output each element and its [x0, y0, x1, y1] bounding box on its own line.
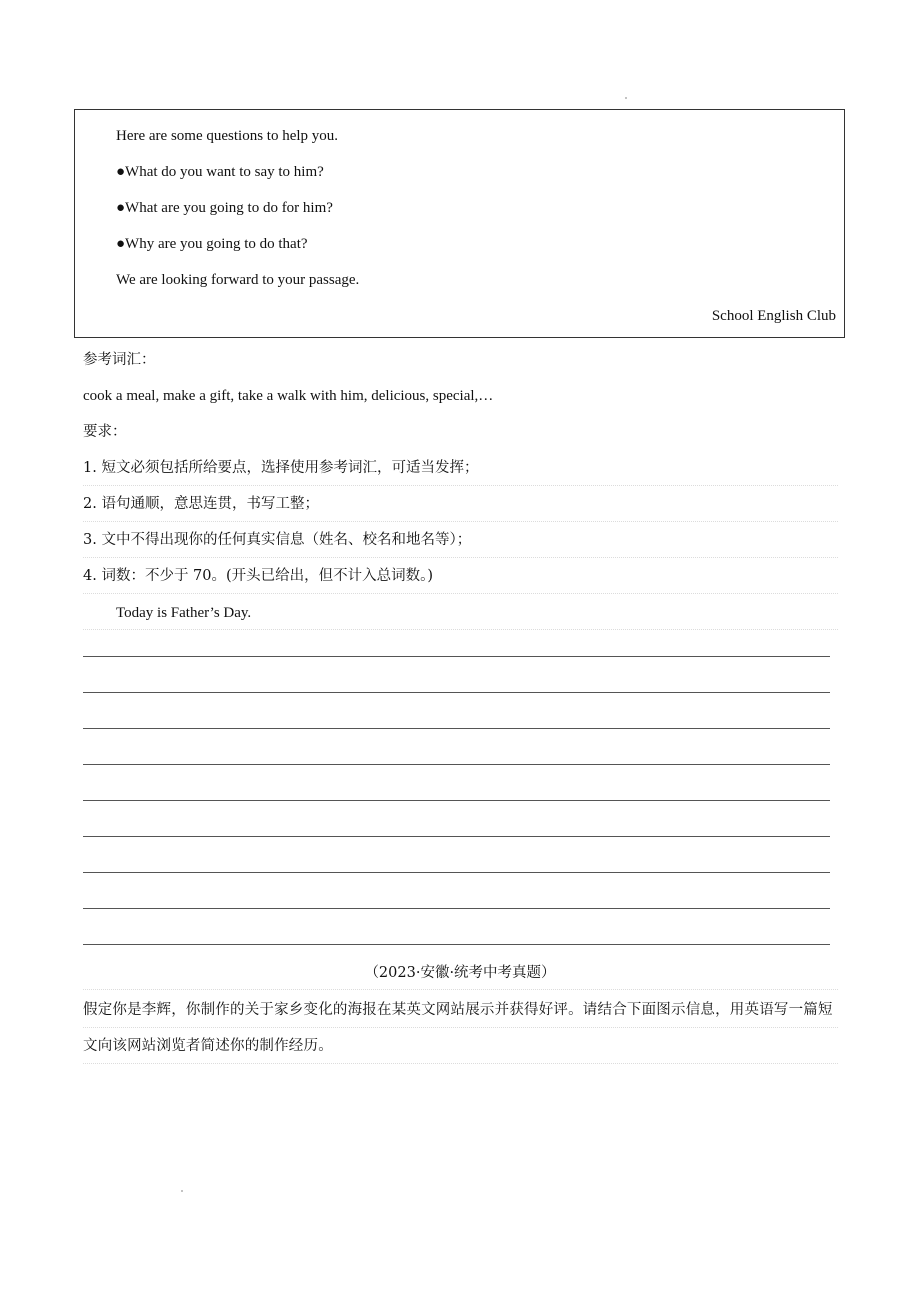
answer-line[interactable]	[83, 692, 830, 693]
question-source-text: （2023·安徽·统考中考真题）	[364, 965, 556, 981]
decorative-dot	[181, 1190, 183, 1192]
vocabulary-label: 参考词汇：	[83, 352, 156, 368]
notice-question: ●What do you want to say to him?	[116, 164, 324, 180]
notice-box	[74, 109, 845, 338]
requirement-item: 3. 文中不得出现你的任何真实信息（姓名、校名和地名等）；	[83, 532, 472, 548]
requirement-item: 2. 语句通顺，意思连贯，书写工整；	[83, 496, 319, 512]
dotted-rule	[83, 485, 838, 486]
notice-question: ●What are you going to do for him?	[116, 200, 333, 216]
answer-line[interactable]	[83, 656, 830, 657]
dotted-rule	[83, 521, 838, 522]
dotted-rule	[83, 989, 838, 990]
requirements-label: 要求：	[83, 424, 127, 440]
answer-line[interactable]	[83, 872, 830, 873]
answer-line[interactable]	[83, 944, 830, 945]
question-source	[0, 963, 920, 983]
answer-line[interactable]	[83, 764, 830, 765]
notice-question: ●Why are you going to do that?	[116, 236, 308, 252]
dotted-rule	[83, 629, 838, 630]
answer-line[interactable]	[83, 800, 830, 801]
notice-intro: Here are some questions to help you.	[116, 128, 339, 144]
answer-line[interactable]	[83, 836, 830, 837]
essay-start: Today is Father’s Day.	[116, 605, 252, 621]
notice-signature: School English Club	[711, 308, 836, 324]
vocabulary-words: cook a meal, make a gift, take a walk with him, delicious, special,…	[83, 388, 494, 404]
notice-closing: We are looking forward to your passage.	[116, 272, 360, 288]
dotted-rule	[83, 1027, 838, 1028]
answer-line[interactable]	[83, 908, 830, 909]
dotted-rule	[83, 557, 838, 558]
requirement-item: 4. 词数：不少于 70。(开头已给出，但不计入总词数。)	[83, 568, 434, 584]
decorative-dot	[625, 97, 627, 99]
dotted-rule	[83, 593, 838, 594]
question-prompt: 假定你是李辉，你制作的关于家乡变化的海报在某英文网站展示并获得好评。请结合下面图示信息，用英语写一篇短文向该网站浏览者简述你的制作经历。	[83, 1002, 833, 1054]
dotted-rule	[83, 1063, 838, 1064]
answer-line[interactable]	[83, 728, 830, 729]
requirement-item: 1. 短文必须包括所给要点，选择使用参考词汇，可适当发挥；	[83, 460, 479, 476]
